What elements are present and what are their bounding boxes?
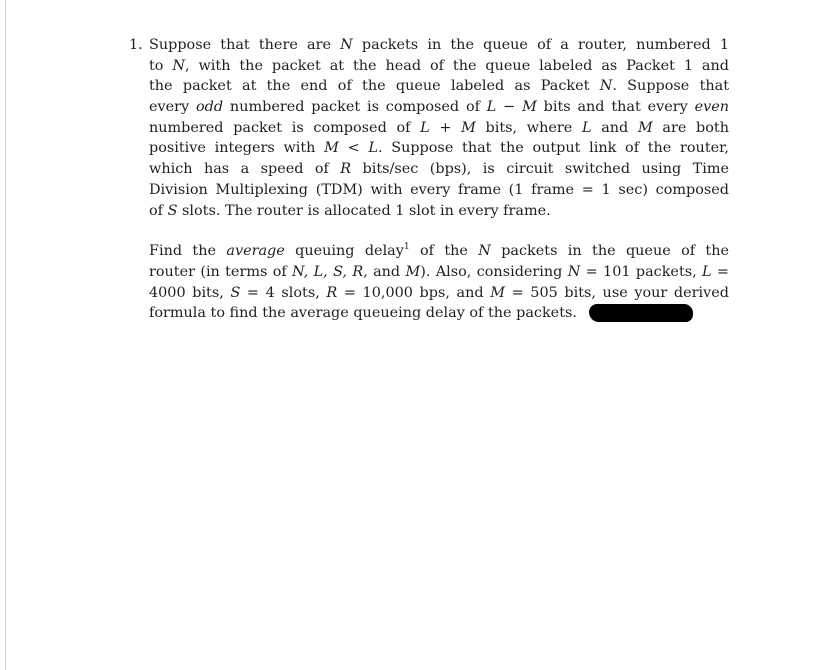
text-segment: formula to find the average queueing delay of the packets.	[149, 305, 577, 322]
text-segment: . Suppose that	[612, 78, 729, 95]
emphasis-even: even	[694, 99, 730, 116]
text-segment: = 4 slots,	[240, 284, 327, 301]
text-segment: of	[149, 202, 168, 219]
variables-list: N, L, S, R,	[292, 263, 368, 280]
text-segment: every	[149, 99, 196, 116]
paragraph2-line2	[129, 262, 729, 283]
text-segment: are both	[652, 119, 729, 136]
paragraph2-line3	[129, 283, 729, 304]
paragraph1-line5	[129, 118, 729, 139]
paragraph-gap	[129, 221, 729, 241]
paragraph1-line3	[129, 76, 729, 97]
variable-S: S	[167, 202, 178, 219]
footnote-marker[interactable]: 1	[403, 242, 410, 253]
paragraph1-line9	[129, 201, 729, 222]
expression-L-plus-M: L + M	[420, 119, 476, 136]
text-segment: = 505 bits, use your derived	[504, 284, 729, 301]
variable-M: M	[490, 284, 505, 301]
emphasis-odd: odd	[196, 99, 224, 116]
page-edge-line	[5, 0, 6, 670]
variable-R: R	[326, 284, 338, 301]
text-segment: bits, where	[475, 119, 582, 136]
text-segment: Find the	[149, 243, 227, 260]
variable-S: S	[230, 284, 241, 301]
variable-N: N	[599, 78, 613, 95]
text-segment: of the	[409, 243, 479, 260]
paragraph1-line1	[129, 35, 729, 56]
text-segment: the packet at the end of the queue labeled as Packet	[149, 78, 600, 95]
variable-N: N	[478, 243, 491, 260]
paragraph1-line8	[129, 180, 729, 201]
text-segment: ). Also, considering	[420, 263, 568, 280]
variable-L: L	[581, 119, 592, 136]
text-segment: , with the packet at the head of the queue labeled as Packet 1 and	[184, 57, 729, 74]
text-segment: numbered packet is composed of	[223, 99, 487, 116]
text-segment: to	[149, 57, 173, 74]
text-segment: Division Multiplexing (TDM) with every frame (1 frame = 1 sec) composed	[149, 181, 729, 198]
text-segment: = 10,000 bps, and	[337, 284, 491, 301]
text-segment: bits/sec (bps), is circuit switched using Time	[351, 161, 729, 178]
redaction-mark	[589, 304, 693, 322]
paragraph2-line1	[129, 241, 729, 262]
text-segment: =	[711, 263, 729, 280]
emphasis-average: average	[226, 243, 285, 260]
paragraph1-line6	[129, 138, 729, 159]
variable-M: M	[637, 119, 653, 136]
text-segment: = 101 packets,	[580, 263, 703, 280]
variable-N: N	[172, 57, 185, 74]
text-segment: . Suppose that the output link of the router,	[377, 140, 729, 157]
text-segment: Suppose that there are	[149, 37, 341, 53]
variable-L: L	[702, 263, 712, 280]
variable-M: M	[405, 263, 421, 280]
text-segment: and	[591, 119, 638, 136]
text-segment: numbered packet is composed of	[149, 119, 421, 136]
text-segment: 4000 bits,	[149, 284, 231, 301]
text-segment: router (in terms of	[149, 263, 293, 280]
text-segment: queuing delay	[284, 243, 404, 260]
paragraph1-line4	[129, 97, 729, 118]
variable-R: R	[340, 161, 352, 178]
problem-1	[129, 35, 729, 324]
variable-N: N	[567, 263, 581, 280]
text-segment: and	[367, 263, 406, 280]
problem-number: 1.	[129, 37, 143, 53]
paragraph1-line7	[129, 159, 729, 180]
expression-M-less-L: M < L	[324, 140, 378, 157]
paragraph1-line2	[129, 56, 729, 77]
paragraph2-line4	[129, 303, 729, 324]
text-segment: which has a speed of	[149, 161, 341, 178]
text-segment: positive integers with	[149, 140, 325, 157]
text-segment: packets in the queue of the	[490, 243, 730, 260]
text-segment: bits and that every	[536, 99, 695, 116]
text-segment: packets in the queue of a router, numbered 1	[352, 37, 729, 53]
expression-L-minus-M: L − M	[486, 99, 537, 116]
variable-N: N	[340, 37, 353, 53]
text-segment: slots. The router is allocated 1 slot in every frame.	[177, 202, 551, 219]
